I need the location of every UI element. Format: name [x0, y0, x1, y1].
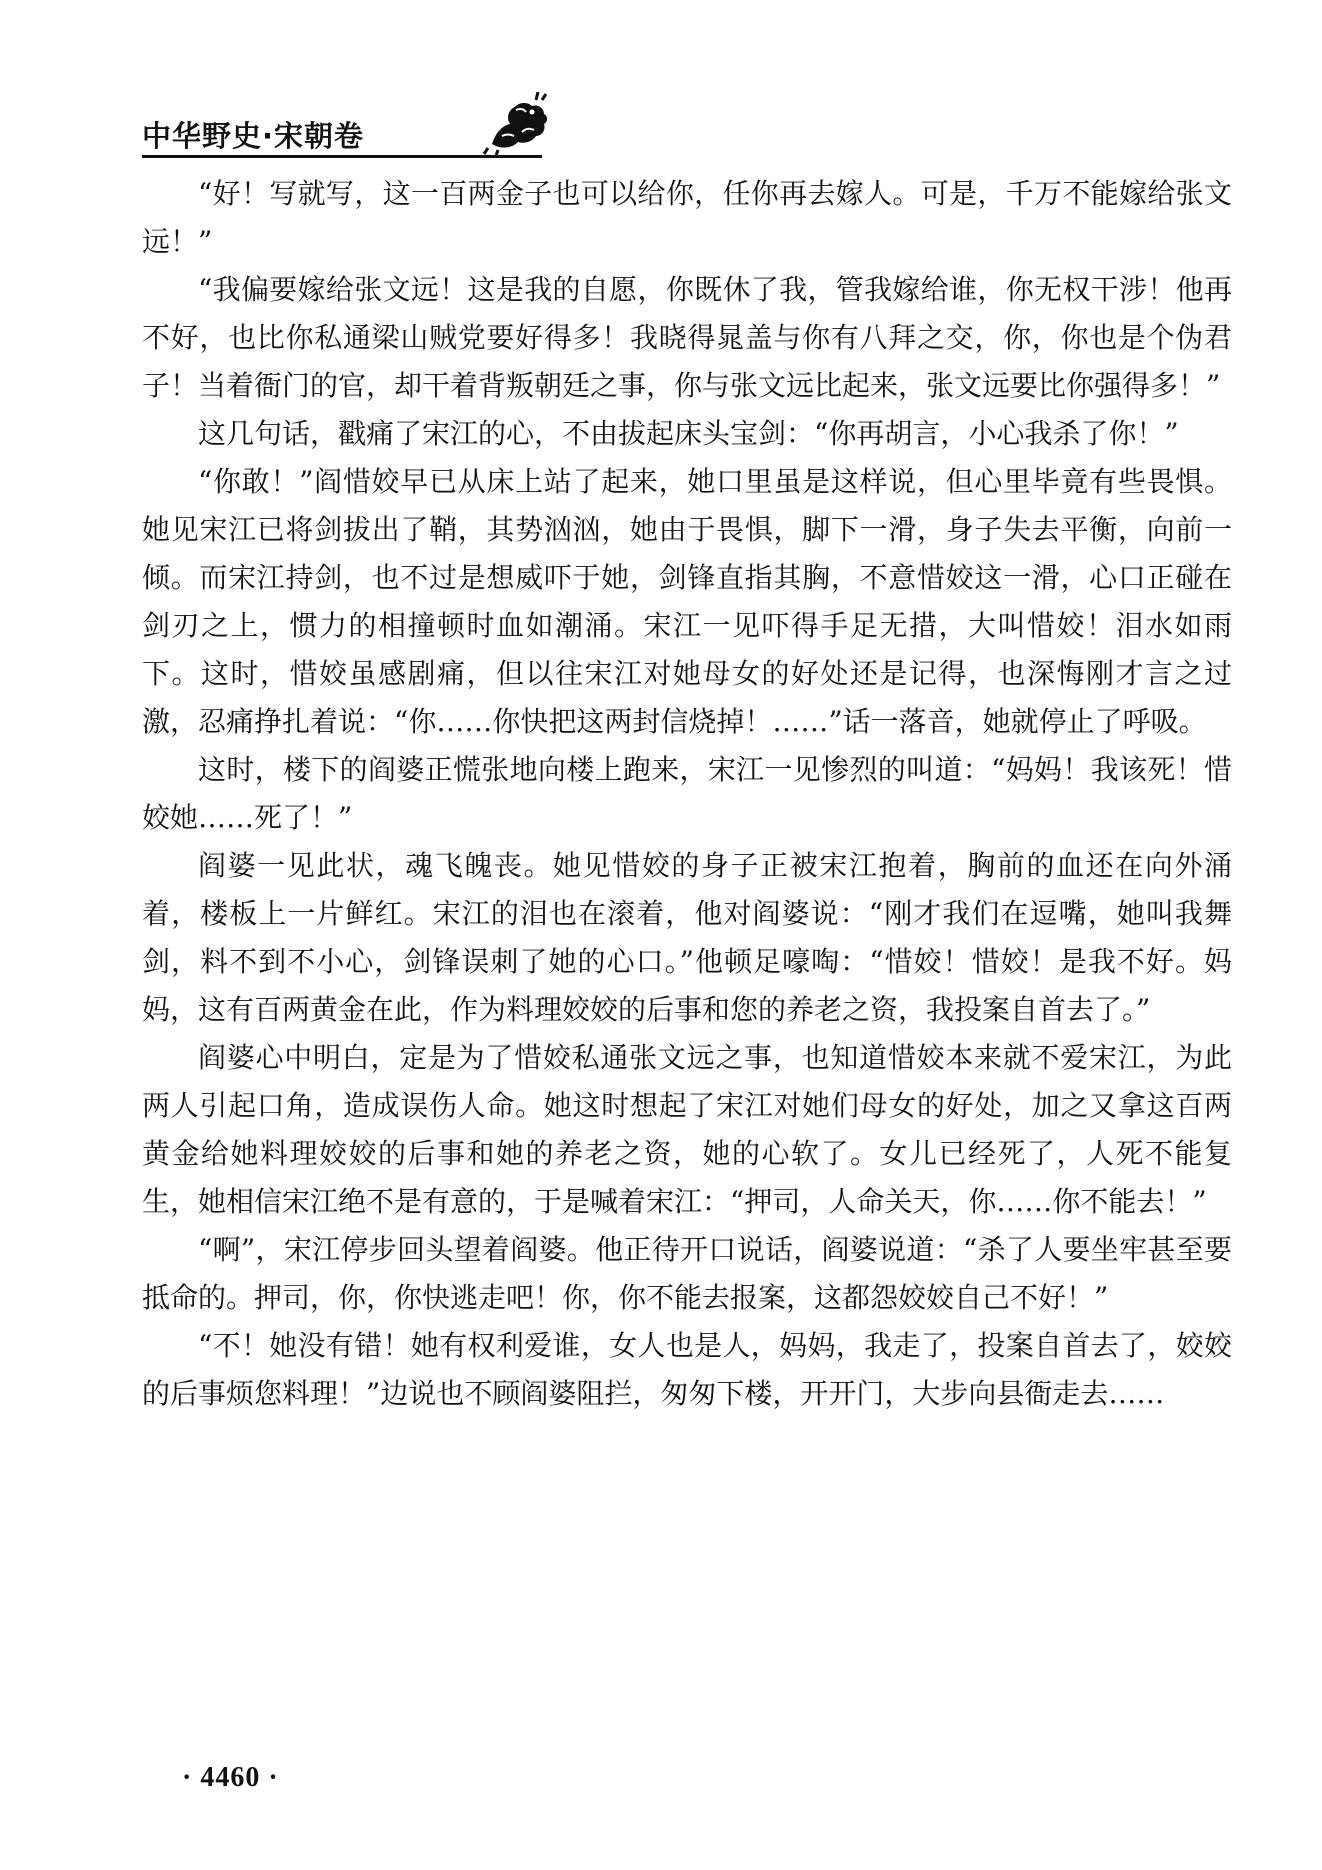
paragraph-7: 阎婆心中明白，定是为了惜姣私通张文远之事，也知道惜姣本来就不爱宋江，为此两人引起口角，造成误伤人命。她这时想起了宋江对她们母女的好处，加之又拿这百两黄金给她料理姣姣的后事和她的养老之资，她的心软了。女儿已经死了，人死不能复生，她相信宋江绝不是有意的，于是喊着宋江：“押司，人命关天，你……你不能去！” — [142, 1041, 1232, 1218]
header-rule — [142, 155, 542, 158]
paragraph-1: “好！写就写，这一百两金子也可以给你，任你再去嫁人。可是，千万不能嫁给张文远！” — [142, 177, 1232, 258]
page-number: · 4460 · — [182, 1762, 279, 1793]
paragraph-9: “不！她没有错！她有权利爱谁，女人也是人，妈妈，我走了，投案自首去了，姣姣的后事烦您料理！”边说也不顾阎婆阻拦，匆匆下楼，开开门，大步向县衙走去…… — [142, 1329, 1232, 1410]
paragraph-4: “你敢！”阎惜姣早已从床上站了起来，她口里虽是这样说，但心里毕竟有些畏惧。她见宋江已将剑拔出了鞘，其势汹汹，她由于畏惧，脚下一滑，身子失去平衡，向前一倾。而宋江持剑，也不过是想威吓于她，剑锋直指其胸，不意惜姣这一滑，心口正碰在剑刃之上，惯力的相撞顿时血如潮涌。宋江一见吓得手足无措，大叫惜姣！泪水如雨下。这时，惜姣虽感剧痛，但以往宋江对她母女的好处还是记得，也深悔刚才言之过激，忍痛挣扎着说：“你……你快把这两封信烧掉！……”话一落音，她就停止了呼吸。 — [142, 465, 1232, 738]
paragraph-5: 这时，楼下的阎婆正慌张地向楼上跑来，宋江一见惨烈的叫道：“妈妈！我该死！惜姣她……死了！” — [142, 753, 1232, 834]
body-text — [142, 170, 1232, 1418]
paragraph-2: “我偏要嫁给张文远！这是我的自愿，你既休了我，管我嫁给谁，你无权干涉！他再不好，也比你私通梁山贼党要好得多！我晓得晁盖与你有八拜之交，你，你也是个伪君子！当着衙门的官，却干着背叛朝廷之事，你与张文远比起来，张文远要比你强得多！” — [142, 273, 1232, 402]
book-title: 中华野史·宋朝卷 — [142, 119, 365, 153]
dragon-emblem-icon — [482, 92, 554, 156]
paragraph-8: “啊”，宋江停步回头望着阎婆。他正待开口说话，阎婆说道：“杀了人要坐牢甚至要抵命的。押司，你，你快逃走吧！你，你不能去报案，这都怨姣姣自己不好！” — [142, 1233, 1232, 1314]
running-header — [142, 112, 1182, 172]
paragraph-6: 阎婆一见此状，魂飞魄丧。她见惜姣的身子正被宋江抱着，胸前的血还在向外涌着，楼板上一片鲜红。宋江的泪也在滚着，他对阎婆说：“刚才我们在逗嘴，她叫我舞剑，料不到不小心，剑锋误刺了她的心口。”他顿足嚎啕：“惜姣！惜姣！是我不好。妈妈，这有百两黄金在此，作为料理姣姣的后事和您的养老之资，我投案自首去了。” — [142, 849, 1232, 1026]
paragraph-3: 这几句话，戳痛了宋江的心，不由拔起床头宝剑：“你再胡言，小心我杀了你！” — [198, 417, 1179, 450]
